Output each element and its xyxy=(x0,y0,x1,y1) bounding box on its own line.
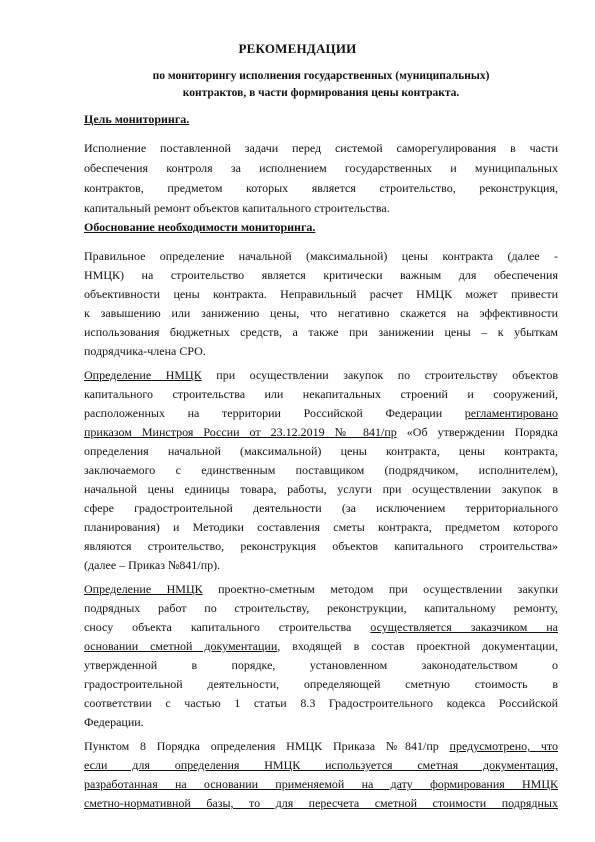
paragraph-line: Правильное определение начальной (максимальной) цены контракта (далее - xyxy=(84,249,558,263)
paragraph-line: Исполнение поставленной задачи перед системой саморегулирования в части xyxy=(84,141,558,155)
paragraph-text: проектно-сметным методом при осуществлении закупки xyxy=(202,582,558,596)
paragraph-line: градостроительной деятельности, определяющей сметную стоимость в xyxy=(84,677,558,691)
paragraph-line: капитального строительства или некапитальных строений и сооружений, xyxy=(84,387,558,401)
paragraph-line: НМЦК) на строительство является критически важным для обеспечения xyxy=(84,268,558,282)
paragraph-line: планирования) и Методики составления сметы контракта, предметом которого xyxy=(84,520,558,534)
paragraph-line xyxy=(84,581,558,597)
underlined-term: основании сметной документации xyxy=(84,639,278,653)
document-subtitle-line-2: контрактов, в части формирования цены контракта. xyxy=(182,87,460,99)
paragraph-line xyxy=(84,619,558,635)
paragraph-line: сфере градостроительной деятельности (за исключением территориального xyxy=(84,501,558,515)
underlined-term: предусмотрено, что xyxy=(449,739,558,753)
paragraph-line xyxy=(84,367,558,383)
paragraph-line: Федерации. xyxy=(84,715,144,729)
paragraph-line: являются строительство, реконструкция объектов капитального строительства» xyxy=(84,539,558,553)
paragraph-line: капитальный ремонт объектов капитального строительства. xyxy=(84,201,390,215)
paragraph-line: к завышению или занижению цены, что негативно скажется на эффективности xyxy=(84,306,558,320)
section-heading-goal: Цель мониторинга. xyxy=(84,112,190,126)
paragraph-text: Пунктом 8 Порядка определения НМЦК Приказа №841/пр xyxy=(84,739,450,753)
underlined-term: приказом Минстроя России от 23.12.2019 № 841/пр xyxy=(84,425,397,439)
paragraph-line xyxy=(84,738,558,754)
section-heading-rationale: Обоснование необходимости мониторинга. xyxy=(84,220,316,234)
paragraph-line: объективности цены контракта. Неправильный расчет НМЦК может привести xyxy=(84,287,558,301)
paragraph-line: использования бюджетных средств, а также при занижении цены – к убыткам xyxy=(84,325,558,339)
paragraph-line: подрядных работ по строительству, реконструкции, капитальному ремонту, xyxy=(84,601,558,615)
underlined-term: Определение НМЦК xyxy=(84,368,202,382)
document-subtitle-line-1: по мониторингу исполнения государственных (муниципальных) xyxy=(152,70,490,82)
underlined-term: регламентировано xyxy=(464,406,558,420)
paragraph-line: (далее – Приказ №841/пр). xyxy=(84,558,221,572)
paragraph-line: обеспечения контроля за исполнением государственных и муниципальных xyxy=(84,161,558,175)
paragraph-text: расположенных на территории Российской Федерации xyxy=(84,406,465,420)
paragraph-line: подрядчика-члена СРО. xyxy=(84,344,206,358)
paragraph-line: сметно-нормативной базы, то для пересчета сметной стоимости подрядных xyxy=(84,796,558,810)
paragraph-line xyxy=(84,405,558,421)
paragraph-line: заключаемого с единственным поставщиком (подрядчиком, исполнителем), xyxy=(84,463,558,477)
paragraph-text: сносу объекта капитального строительства xyxy=(84,620,371,634)
paragraph-line: если для определения НМЦК используется сметная документация, xyxy=(84,758,558,772)
paragraph-line: разработанная на основании применяемой на дату формирования НМЦК xyxy=(84,777,558,791)
paragraph-line: контрактов, предметом которых является строительство, реконструкция, xyxy=(84,181,558,195)
paragraph-line: начальной цены единицы товара, работы, услуги при осуществлении закупок в xyxy=(84,482,558,496)
paragraph-text: при осуществлении закупок по строительству объектов xyxy=(201,368,558,382)
paragraph-line: соответствии с частью 1 статьи 8.3 Градостроительного кодекса Российской xyxy=(84,696,558,710)
paragraph-line xyxy=(84,424,558,440)
paragraph-line: определения начальной (максимальной) цены контракта, цены контракта, xyxy=(84,444,558,458)
paragraph-line: утвержденной в порядке, установленном законодательством о xyxy=(84,658,558,672)
underlined-term: осуществляется заказчиком на xyxy=(370,620,558,634)
underlined-term: Определение НМЦК xyxy=(84,582,203,596)
paragraph-line xyxy=(84,638,558,654)
paragraph-text: «Об утверждении Порядка xyxy=(396,425,558,439)
document-title: РЕКОМЕНДАЦИИ xyxy=(238,41,357,56)
paragraph-text: , входящей в состав проектной документации, xyxy=(277,639,558,653)
